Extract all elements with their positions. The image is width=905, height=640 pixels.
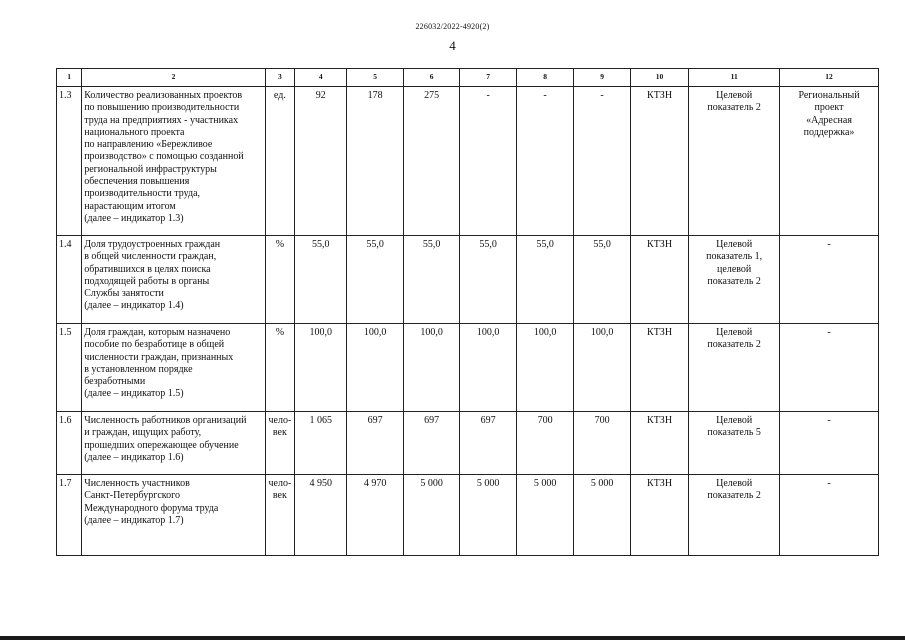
responsible-body: КТЗН [630,412,688,475]
value-col-7: 100,0 [460,324,516,412]
indicator-description-line: Международного форума труда [84,502,219,514]
column-header: 9 [574,69,630,87]
value-col-8: 55,0 [516,236,573,324]
indicator-description [82,412,266,475]
indicator-description-line: в общей численности граждан, [84,251,217,263]
regional-project [780,236,879,324]
indicator-description-line: Численность работников организаций [84,415,247,426]
indicator-description-line: региональной инфраструктуры [84,163,217,175]
target-indicator-link [689,324,780,412]
target-indicator-link-line: Целевой [716,478,753,489]
column-header: 12 [780,69,879,87]
regional-project [780,475,879,556]
indicator-number: 1.3 [57,87,82,236]
indicator-description-line: и граждан, ищущих работу, [84,427,202,439]
indicator-description-line: подходящей работы в органы [84,275,210,287]
value-col-6: 100,0 [403,324,459,412]
indicator-description-line: национального проекта [84,126,185,138]
value-col-6: 55,0 [403,236,459,324]
page-number: 4 [449,38,456,53]
indicator-description-line: Доля трудоустроенных граждан [84,239,221,250]
responsible-body: КТЗН [630,87,688,236]
unit-of-measure [265,475,294,556]
unit-of-measure-line: век [272,490,287,502]
value-col-9: 700 [574,412,630,475]
column-header: 2 [82,69,266,87]
indicator-description [82,324,266,412]
unit-of-measure-line: ед. [273,90,286,101]
indicator-description-line: Количество реализованных проектов [84,90,243,101]
indicator-description-line: Доля граждан, которым назначено [84,327,231,338]
value-col-4: 1 065 [295,412,347,475]
indicator-description-line: обеспечения повышения [84,176,190,188]
indicator-description-line: Санкт-Петербургского [84,490,181,502]
indicator-description-line: (далее – индикатор 1.7) [84,514,184,526]
regional-project-line: - [827,478,831,489]
unit-of-measure-line: чело- [268,478,292,489]
column-header: 1 [57,69,82,87]
target-indicator-link [689,236,780,324]
value-col-4: 100,0 [295,324,347,412]
value-col-4: 92 [295,87,347,236]
column-header: 8 [516,69,573,87]
column-header: 5 [347,69,403,87]
target-indicator-link [689,412,780,475]
regional-project-line: - [827,327,831,338]
indicator-number: 1.6 [57,412,82,475]
unit-of-measure-line: % [275,239,285,250]
column-header: 10 [630,69,688,87]
regional-project-line: поддержка» [803,126,855,138]
unit-of-measure [265,87,294,236]
indicator-description-line: пособие по безработице в общей [84,339,225,351]
target-indicator-link-line: показатель 1, [706,251,763,263]
target-indicator-link-line: показатель 2 [707,490,761,502]
document-registration-number: 226032/2022-4920(2) [415,22,490,31]
target-indicator-link-line: целевой [717,263,752,275]
regional-project [780,412,879,475]
regional-project-line: Региональный [798,90,860,101]
indicator-description-line: обратившихся в целях поиска [84,263,211,275]
target-indicator-link-line: показатель 2 [707,275,761,287]
indicator-description-line: (далее – индикатор 1.6) [84,451,184,463]
value-col-9: 100,0 [574,324,630,412]
value-col-7: - [460,87,516,236]
value-col-5: 4 970 [347,475,403,556]
value-col-9: 5 000 [574,475,630,556]
indicator-description-line: производство» с помощью созданной [84,151,244,163]
unit-of-measure-line: век [272,427,287,439]
target-indicator-link-line: Целевой [716,90,753,101]
regional-project-line: - [827,239,831,250]
value-col-8: 700 [516,412,573,475]
indicator-description-line: по направлению «Бережливое [84,139,213,151]
unit-of-measure-line: % [275,327,285,338]
regional-project-line: - [827,415,831,426]
indicator-number: 1.7 [57,475,82,556]
value-col-6: 5 000 [403,475,459,556]
regional-project-line: «Адресная [806,114,852,126]
target-indicator-link-line: Целевой [716,239,753,250]
indicator-description-line: (далее – индикатор 1.3) [84,212,184,224]
unit-of-measure-line: чело- [268,415,292,426]
indicator-description [82,475,266,556]
indicators-table [56,68,879,556]
table-row [57,236,879,324]
value-col-9: - [574,87,630,236]
indicator-description-line: производительности труда, [84,188,201,200]
table-row [57,87,879,236]
value-col-6: 275 [403,87,459,236]
responsible-body: КТЗН [630,475,688,556]
table-row [57,324,879,412]
target-indicator-link-line: Целевой [716,327,753,338]
indicator-number: 1.5 [57,324,82,412]
indicator-description-line: прошедших опережающее обучение [84,439,239,451]
scan-edge-line [0,636,905,640]
target-indicator-link-line: показатель 2 [707,339,761,351]
column-header: 11 [689,69,780,87]
indicator-description-line: (далее – индикатор 1.5) [84,388,184,400]
table-header-row [57,69,879,87]
unit-of-measure [265,236,294,324]
value-col-8: 100,0 [516,324,573,412]
value-col-8: - [516,87,573,236]
value-col-4: 55,0 [295,236,347,324]
indicator-description-line: Службы занятости [84,288,164,300]
indicator-description-line: нарастающим итогом [84,200,176,212]
regional-project [780,324,879,412]
indicator-description [82,236,266,324]
indicator-description-line: труда на предприятиях - участниках [84,114,239,126]
value-col-9: 55,0 [574,236,630,324]
indicator-description-line: в установленном порядке [84,363,193,375]
regional-project [780,87,879,236]
target-indicator-link [689,87,780,236]
column-header: 7 [460,69,516,87]
indicator-description [82,87,266,236]
responsible-body: КТЗН [630,236,688,324]
indicator-description-line: (далее – индикатор 1.4) [84,300,184,312]
regional-project-line: проект [814,102,844,114]
indicator-description-line: по повышению производительности [84,102,240,114]
value-col-7: 5 000 [460,475,516,556]
table-row [57,412,879,475]
value-col-7: 697 [460,412,516,475]
target-indicator-link-line: показатель 2 [707,102,761,114]
column-header: 6 [403,69,459,87]
value-col-8: 5 000 [516,475,573,556]
indicator-number: 1.4 [57,236,82,324]
unit-of-measure [265,324,294,412]
value-col-5: 697 [347,412,403,475]
value-col-7: 55,0 [460,236,516,324]
column-header: 4 [295,69,347,87]
unit-of-measure [265,412,294,475]
indicator-description-line: безработными [84,376,146,388]
indicator-description-line: численности граждан, признанных [84,351,234,363]
column-header: 3 [265,69,294,87]
value-col-4: 4 950 [295,475,347,556]
table-row [57,475,879,556]
indicator-description-line: Численность участников [84,478,190,489]
responsible-body: КТЗН [630,324,688,412]
value-col-5: 55,0 [347,236,403,324]
value-col-5: 178 [347,87,403,236]
target-indicator-link-line: показатель 5 [707,427,761,439]
target-indicator-link-line: Целевой [716,415,753,426]
target-indicator-link [689,475,780,556]
value-col-6: 697 [403,412,459,475]
value-col-5: 100,0 [347,324,403,412]
